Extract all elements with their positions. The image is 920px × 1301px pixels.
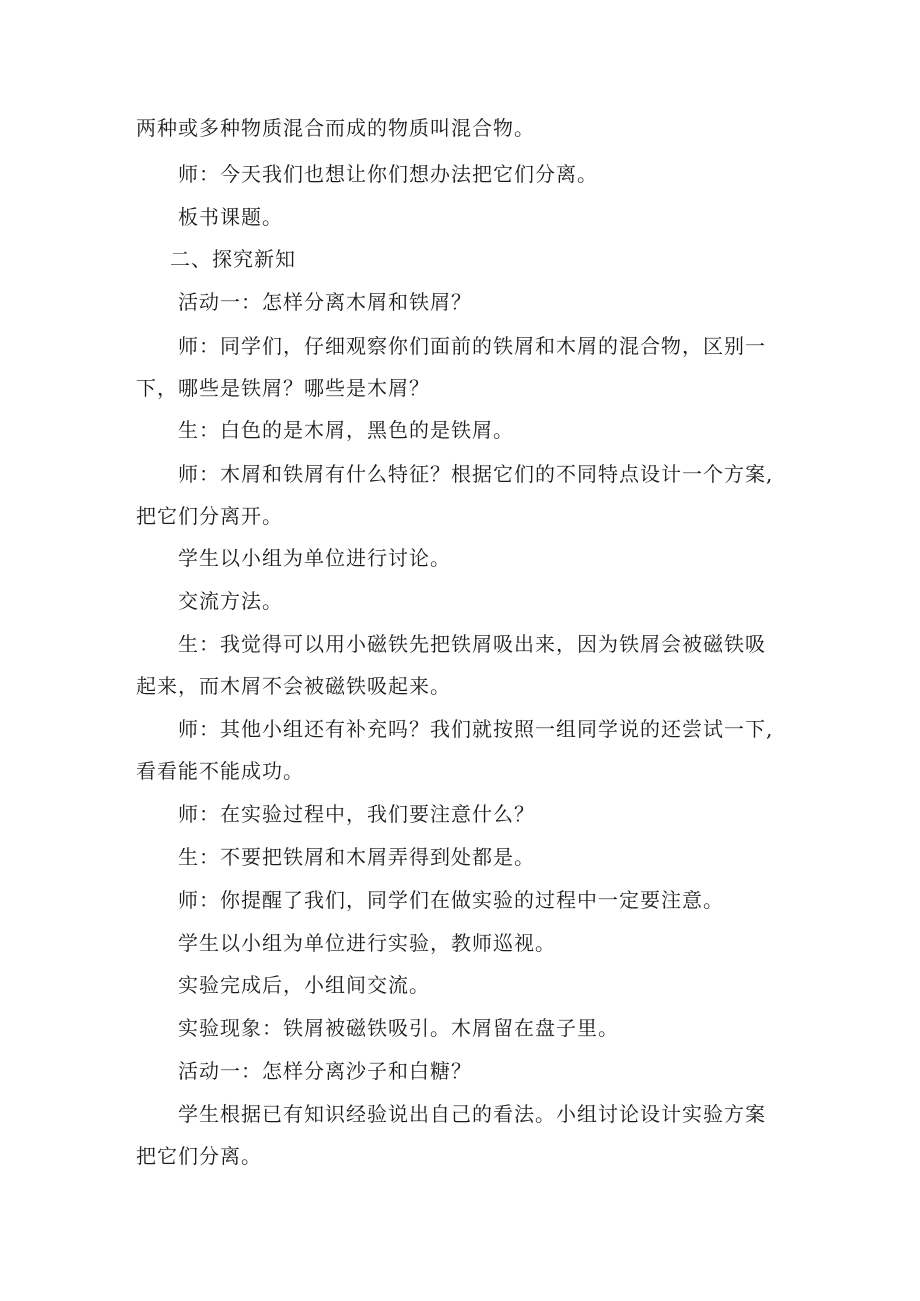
paragraph-mixture-definition: 两种或多种物质混合而成的物质叫混合物。	[136, 116, 535, 140]
section-heading-explore: 二、探究新知	[170, 247, 296, 271]
paragraph-phenomenon: 实验现象：铁屑被磁铁吸引。木屑留在盘子里。	[178, 1016, 619, 1040]
paragraph-group-experiment: 学生以小组为单位进行实验，教师巡视。	[178, 931, 556, 955]
paragraph-student-colors: 生：白色的是木屑，黑色的是铁屑。	[178, 418, 514, 442]
activity-heading-wood-iron: 活动一：怎样分离木屑和铁屑？	[178, 290, 472, 314]
paragraph-teacher-supplement: 师：其他小组还有补充吗？我们就按照一组同学说的还尝试一下,看看能不能成功。	[136, 717, 774, 783]
paragraph-board-title: 板书课题。	[178, 205, 283, 229]
paragraph-exchange-methods: 交流方法。	[178, 589, 283, 613]
paragraph-student-magnet: 生：我觉得可以用小磁铁先把铁屑吸出来，因为铁屑会被磁铁吸起来，而木屑不会被磁铁吸起来。	[136, 632, 766, 698]
paragraph-teacher-observe: 师：同学们，仔细观察你们面前的铁屑和木屑的混合物，区别一下，哪些是铁屑？哪些是木屑？	[136, 334, 766, 400]
paragraph-teacher-reminder: 师：你提醒了我们，同学们在做实验的过程中一定要注意。	[178, 888, 724, 912]
paragraph-teacher-features: 师：木屑和铁屑有什么特征？根据它们的不同特点设计一个方案,把它们分离开。	[136, 462, 774, 528]
activity-heading-sand-sugar: 活动一：怎样分离沙子和白糖？	[178, 1059, 472, 1083]
paragraph-group-discussion: 学生以小组为单位进行讨论。	[178, 546, 451, 570]
paragraph-student-caution: 生：不要把铁屑和木屑弄得到处都是。	[178, 845, 535, 869]
paragraph-student-design: 学生根据已有知识经验说出自己的看法。小组讨论设计实验方案把它们分离。	[136, 1102, 766, 1168]
paragraph-teacher-intro: 师：今天我们也想让你们想办法把它们分离。	[178, 162, 598, 186]
paragraph-teacher-attention: 师：在实验过程中，我们要注意什么？	[178, 802, 535, 826]
paragraph-after-experiment: 实验完成后，小组间交流。	[178, 973, 430, 997]
